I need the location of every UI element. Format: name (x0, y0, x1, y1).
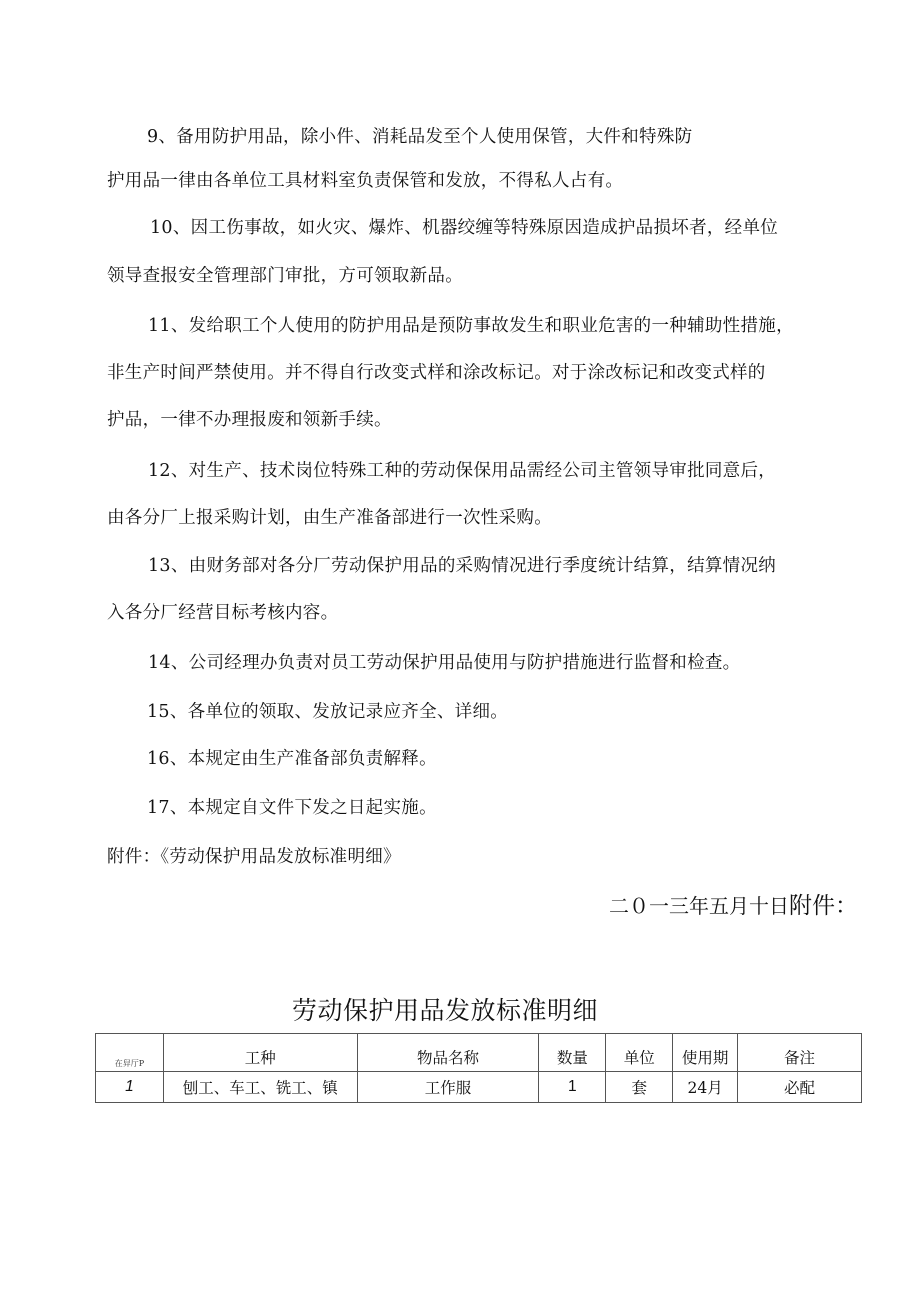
header-cell-period: 使用期 (673, 1034, 738, 1072)
paragraph-line: 11、发给职工个人使用的防护用品是预防事故发生和职业危害的一种辅助性措施， (148, 316, 794, 336)
paragraph-line: 9、备用防护用品，除小件、消耗品发至个人使用保管，大件和特殊防 (147, 127, 693, 147)
cell-unit: 套 (606, 1072, 673, 1103)
paragraph-line: 14、公司经理办负责对员工劳动保护用品使用与防护措施进行监督和检查。 (148, 653, 741, 673)
cell-job-type: 刨工、车工、铣工、镇 (163, 1072, 357, 1103)
paragraph-line: 16、本规定由生产准备部负责解释。 (147, 749, 437, 769)
cell-serial: 1 (96, 1072, 164, 1103)
paragraph-line: 13、由财务部对各分厂劳动保护用品的采购情况进行季度统计结算，结算情况纳 (148, 556, 777, 576)
cell-quantity: 1 (539, 1072, 606, 1103)
header-cell-job-type: 工种 (163, 1034, 357, 1072)
paragraph-line: 10、因工伤事故，如火灾、爆炸、机器绞缠等特殊原因造成护品损坏者，经单位 (150, 218, 779, 238)
paragraph-line: 15、各单位的领取、发放记录应齐全、详细。 (147, 702, 509, 722)
header-cell-item-name: 物品名称 (357, 1034, 539, 1072)
header-cell-unit: 单位 (606, 1034, 673, 1072)
table-row (96, 1072, 862, 1103)
header-cell-remark: 备注 (738, 1034, 862, 1072)
header-cell-serial: 在舁厅P (96, 1034, 164, 1072)
paragraph-line: 领导查报安全管理部门审批，方可领取新品。 (107, 266, 463, 286)
cell-item-name: 工作服 (357, 1072, 539, 1103)
paragraph-line: 入各分厂经营目标考核内容。 (107, 603, 339, 623)
date-text: 二０一三年五月十日 (609, 894, 789, 918)
attachment-line: 附件：《劳动保护用品发放标准明细》 (107, 847, 401, 867)
paragraph-line: 12、对生产、技术岗位特殊工种的劳动保保用品需经公司主管领导审批同意后， (148, 461, 777, 481)
header-cell-quantity: 数量 (539, 1034, 606, 1072)
table-header-row (96, 1034, 862, 1072)
cell-remark: 必配 (738, 1072, 862, 1103)
signature-date-line (609, 893, 858, 919)
standard-table (95, 1033, 862, 1103)
cell-period: 24月 (673, 1072, 738, 1103)
paragraph-line: 由各分厂上报采购计划，由生产准备部进行一次性采购。 (107, 508, 552, 528)
table-title: 劳动保护用品发放标准明细 (291, 996, 598, 1025)
paragraph-line: 护品，一律不办理报废和领新手续。 (107, 410, 392, 430)
attachment-label: 附件： (789, 893, 858, 919)
paragraph-line: 非生产时间严禁使用。并不得自行改变式样和涂改标记。对于涂改标记和改变式样的 (107, 363, 766, 383)
paragraph-line: 17、本规定自文件下发之日起实施。 (147, 798, 437, 818)
paragraph-line: 护用品一律由各单位工具材料室负责保管和发放，不得私人占有。 (107, 171, 624, 191)
